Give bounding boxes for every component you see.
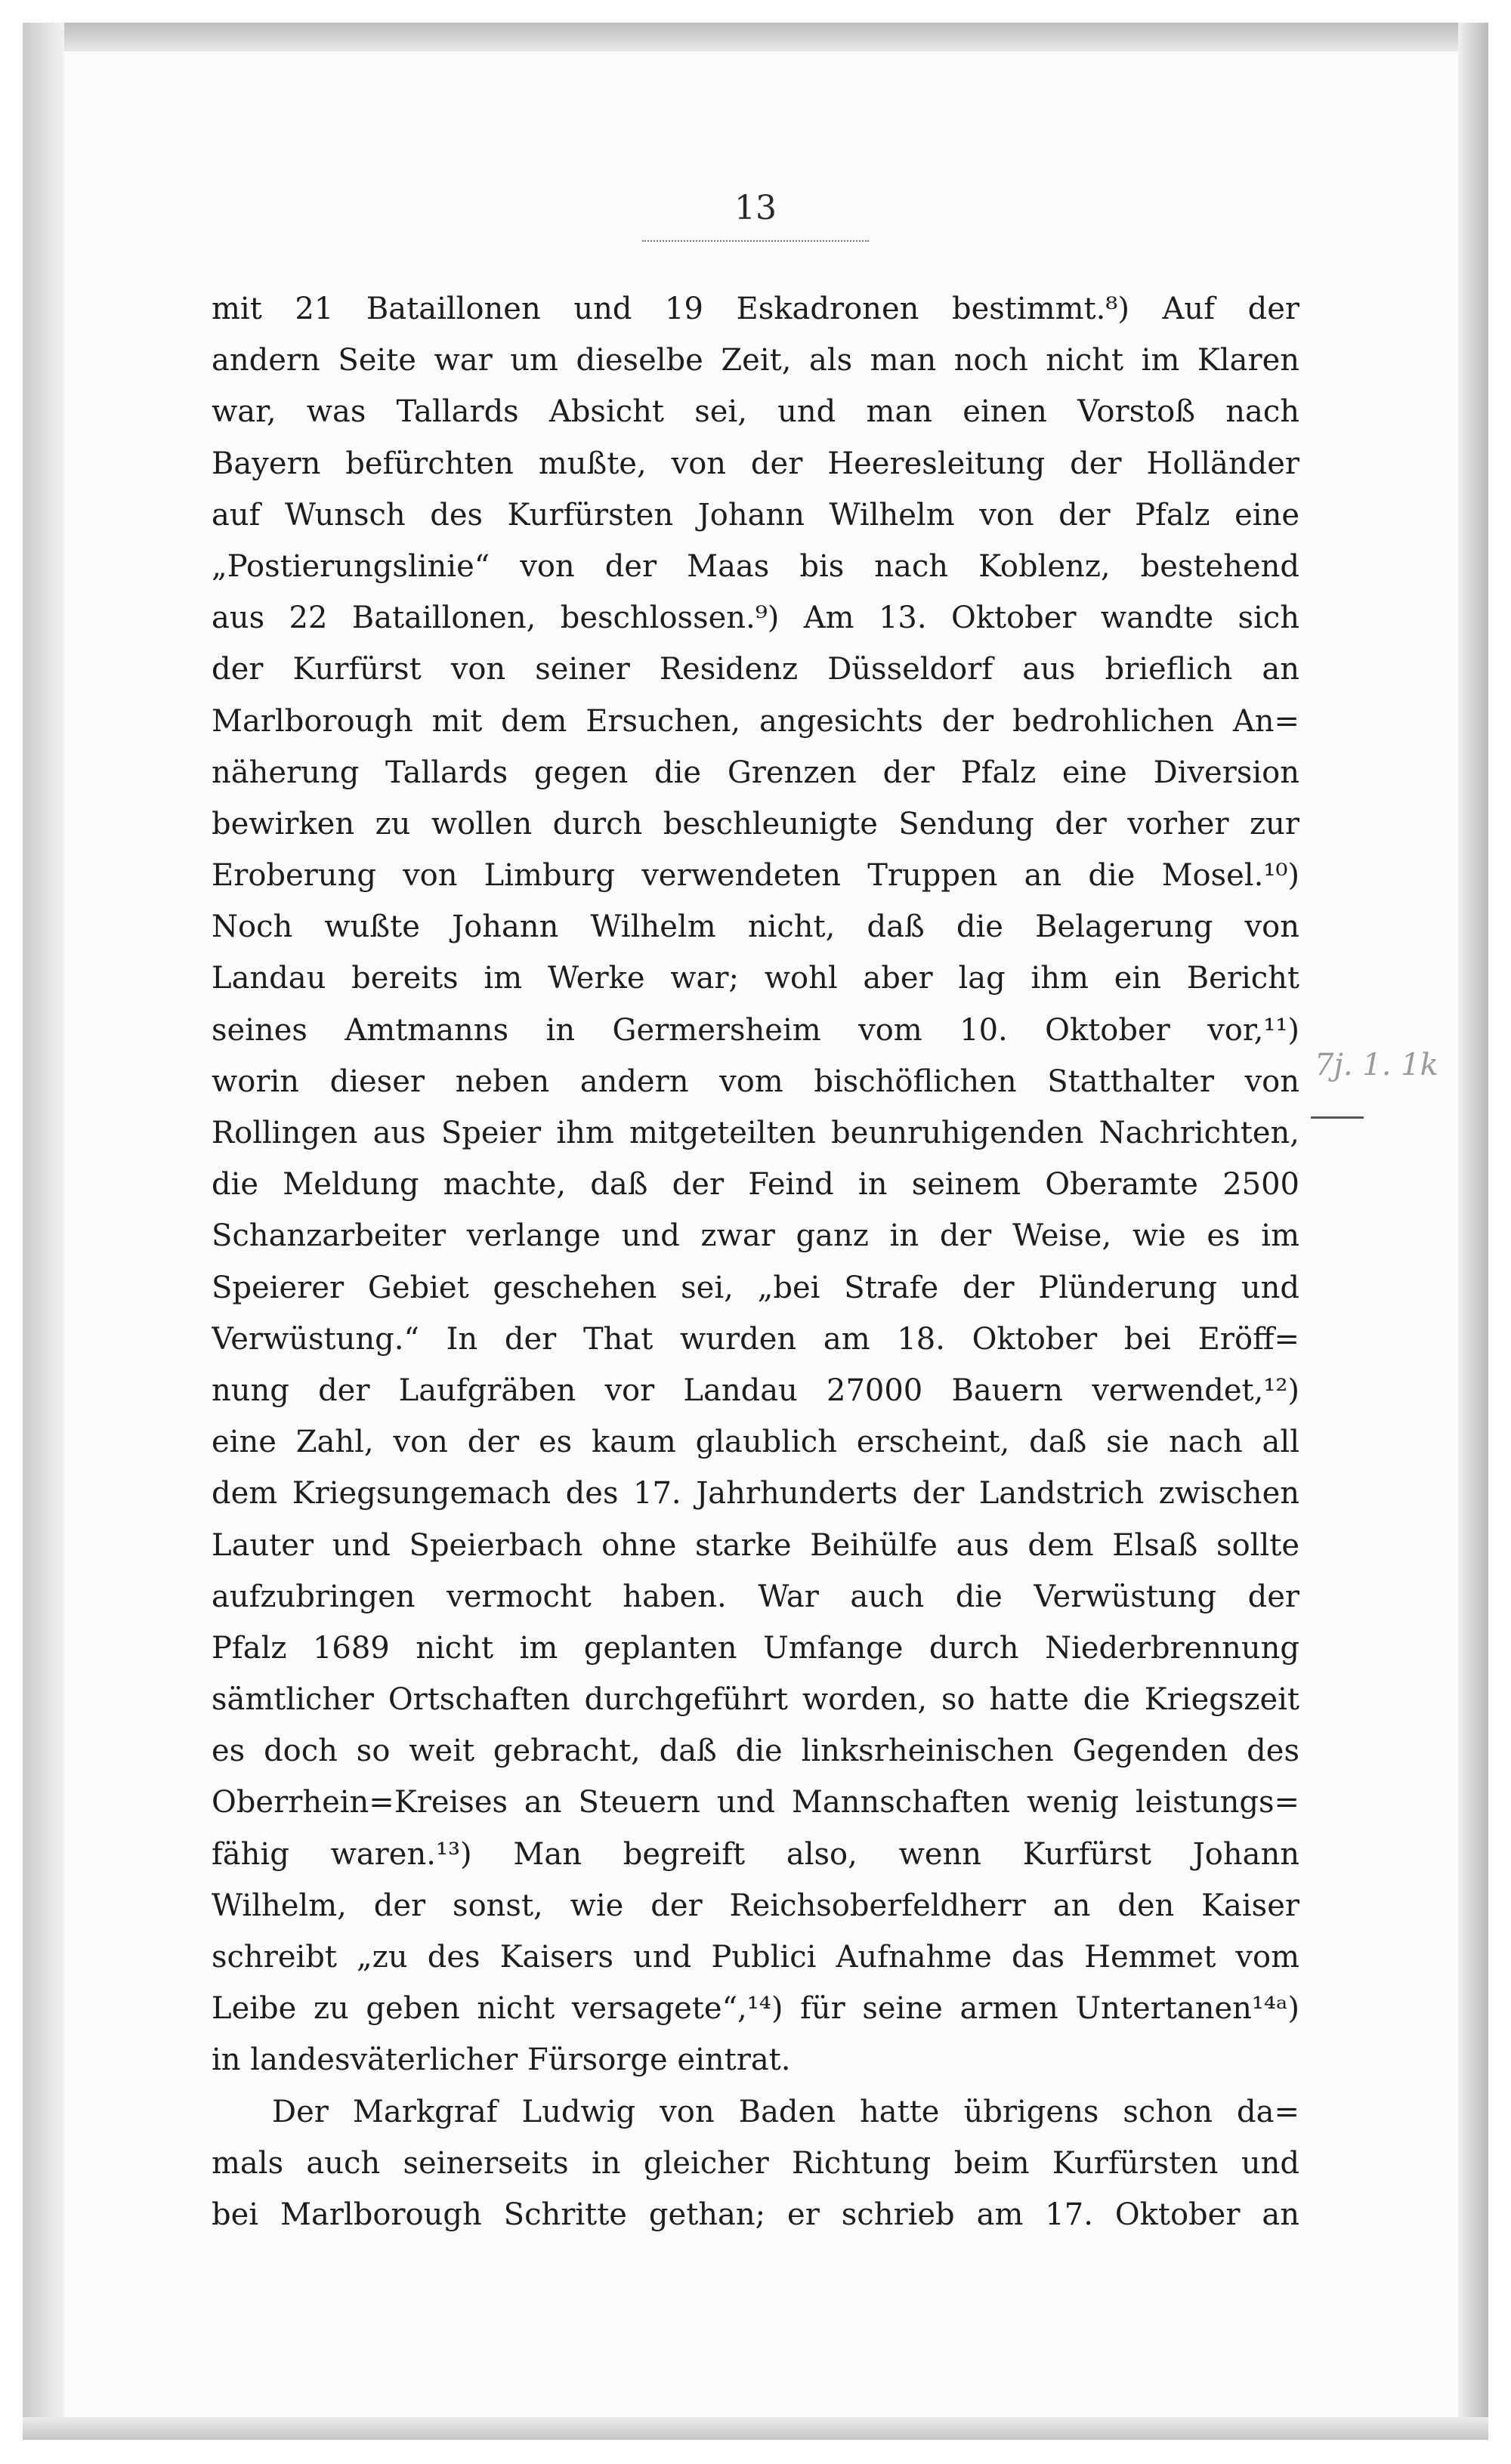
text-line: schreibt „zu des Kaisers und Publici Aufnahme das Hemmet vom: [212, 1940, 1299, 1975]
text-line: Eroberung von Limburg verwendeten Truppen an die Mosel.¹⁰): [212, 858, 1299, 894]
text-line: mals auch seinerseits in gleicher Richtung beim Kurfürsten und: [212, 2145, 1299, 2181]
text-line: aufzubringen vermocht haben. War auch die Verwüstung der: [212, 1579, 1299, 1614]
text-line: Pfalz 1689 nicht im geplanten Umfange durch Niederbrennung: [212, 1630, 1299, 1666]
text-line: Wilhelm, der sonst, wie der Reichsoberfeldherr an den Kaiser: [212, 1888, 1299, 1923]
text-line: Bayern befürchten mußte, von der Heeresleitung der Holländer: [212, 446, 1299, 481]
text-line: fähig waren.¹³) Man begreift also, wenn Kurfürst Johann: [212, 1836, 1299, 1872]
text-line: aus 22 Bataillonen, beschlossen.⁹) Am 13. Oktober wandte sich: [212, 601, 1299, 636]
page-number: 13: [734, 189, 777, 227]
page-number-rule: [642, 240, 869, 242]
text-line: näherung Tallards gegen die Grenzen der Pfalz eine Diversion: [212, 755, 1299, 790]
scan-shadow-left: [23, 23, 64, 2440]
text-line: seines Amtmanns in Germersheim vom 10. Oktober vor,¹¹): [212, 1012, 1299, 1048]
text-line: mit 21 Bataillonen und 19 Eskadronen bestimmt.⁸) Auf der: [212, 292, 1299, 326]
text-line: Lauter und Speierbach ohne starke Beihülfe aus dem Elsaß sollte: [212, 1527, 1299, 1563]
text-line: andern Seite war um dieselbe Zeit, als man noch nicht im Klaren: [212, 343, 1299, 378]
text-line: Rollingen aus Speier ihm mitgeteilten beunruhigenden Nachrichten,: [212, 1116, 1299, 1150]
text-line: war, was Tallards Absicht sei, und man einen Vorstoß nach: [212, 394, 1299, 430]
text-line: Verwüstung.“ In der That wurden am 18. Oktober bei Eröff=: [212, 1321, 1299, 1357]
text-line: eine Zahl, von der es kaum glaublich erscheint, daß sie nach all: [212, 1425, 1299, 1460]
text-line: auf Wunsch des Kurfürsten Johann Wilhelm von der Pfalz eine: [212, 497, 1299, 533]
text-line: die Meldung machte, daß der Feind in seinem Oberamte 2500: [212, 1167, 1299, 1203]
text-line: „Postierungslinie“ von der Maas bis nach Koblenz, bestehend: [212, 548, 1299, 584]
text-line: dem Kriegsungemach des 17. Jahrhunderts der Landstrich zwischen: [212, 1476, 1299, 1511]
text-line: Noch wußte Johann Wilhelm nicht, daß die Belagerung von: [212, 909, 1299, 945]
text-line: nung der Laufgräben vor Landau 27000 Bauern verwendet,¹²): [212, 1372, 1299, 1408]
text-line: es doch so weit gebracht, daß die linksrheinischen Gegenden des: [212, 1734, 1299, 1769]
paragraph-first-line: Der Markgraf Ludwig von Baden hatte übrigens schon da=: [272, 2094, 1299, 2129]
scan-shadow-right: [1458, 23, 1488, 2440]
text-line: Landau bereits im Werke war; wohl aber lag ihm ein Bericht: [212, 961, 1299, 996]
scan-shadow-top: [23, 23, 1488, 51]
margin-underline-mark: [1311, 1116, 1364, 1119]
body-text: [212, 283, 1299, 2240]
text-line: Leibe zu geben nicht versagete“,¹⁴) für seine armen Untertanen¹⁴ᵃ): [212, 1991, 1299, 2027]
handwritten-margin-note: 7j. 1. 1k: [1315, 1048, 1438, 1082]
text-line: Schanzarbeiter verlange und zwar ganz in der Weise, wie es im: [212, 1218, 1299, 1254]
text-line: Marlborough mit dem Ersuchen, angesichts der bedrohlichen An=: [212, 703, 1299, 739]
text-line: der Kurfürst von seiner Residenz Düsseldorf aus brieflich an: [212, 652, 1299, 687]
text-line: Speierer Gebiet geschehen sei, „bei Strafe der Plünderung und: [212, 1270, 1299, 1305]
scan-shadow-bottom: [23, 2417, 1488, 2440]
text-line: bei Marlborough Schritte gethan; er schrieb am 17. Oktober an: [212, 2197, 1299, 2232]
text-line: worin dieser neben andern vom bischöflichen Statthalter von: [212, 1064, 1299, 1099]
text-line: Oberrhein=Kreises an Steuern und Mannschaften wenig leistungs=: [212, 1785, 1299, 1820]
paragraph-last-line: in landesväterlicher Fürsorge eintrat.: [212, 2043, 791, 2078]
text-line: bewirken zu wollen durch beschleunigte Sendung der vorher zur: [212, 806, 1299, 841]
text-line: sämtlicher Ortschaften durchgeführt worden, so hatte die Kriegszeit: [212, 1682, 1299, 1718]
